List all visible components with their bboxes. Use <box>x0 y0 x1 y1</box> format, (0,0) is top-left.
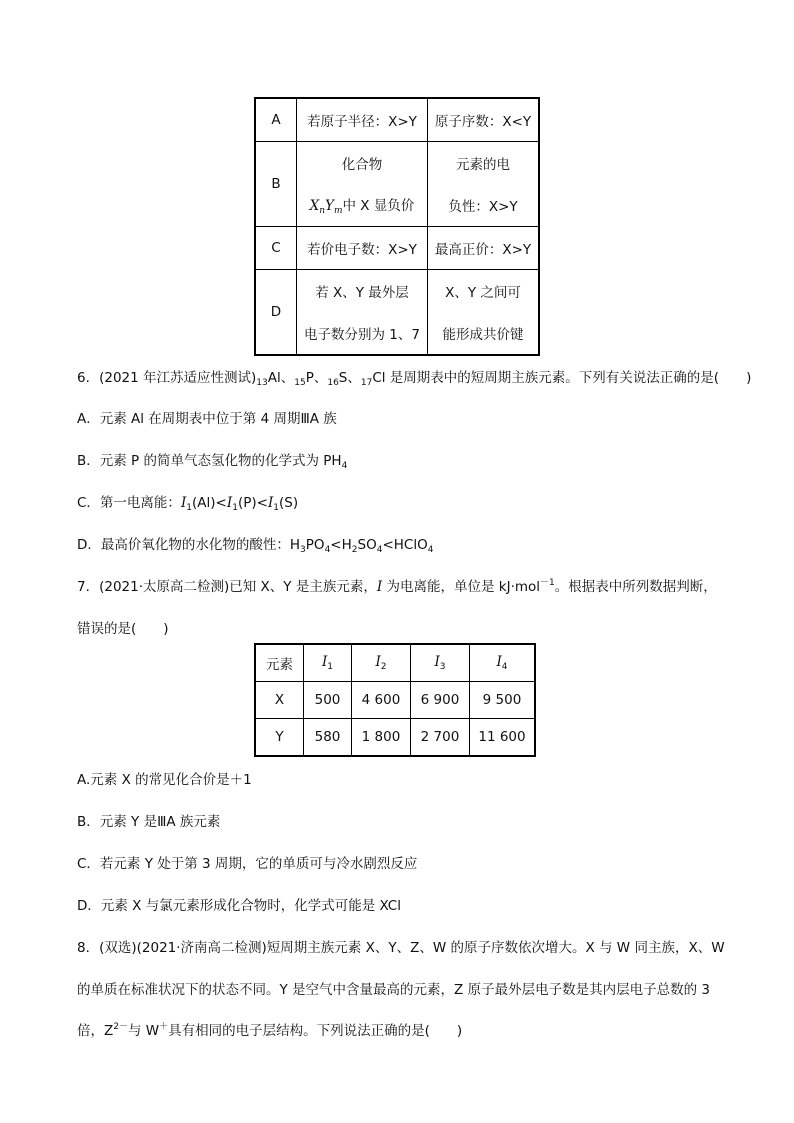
row-label: A <box>255 98 297 142</box>
question-8-stem-cont: 的单质在标准状况下的状态不同。Y 是空气中含量最高的元素，Z 原子最外层电子数是其内层电子总数的 3 <box>77 982 710 998</box>
column-header: 元素 <box>255 644 304 682</box>
question-7-stem: 7．(2021·太原高二检测)已知 X、Y 是主族元素，I 为电离能，单位是 kJ·mol$^{-1}$。根据表中所列数据判断， <box>77 578 717 595</box>
cell <box>297 142 428 227</box>
cell: 若原子半径：X>Y <box>297 98 428 142</box>
cell <box>428 270 540 356</box>
cell-line: 若 X、Y 最外层 <box>315 285 409 301</box>
cell-line: 化合物 <box>341 156 383 173</box>
cell-line: 能形成共价键 <box>442 327 524 343</box>
table-row <box>255 719 535 757</box>
cell: X <box>255 682 304 719</box>
row-label: C <box>255 227 297 270</box>
cell-line: 元素的电 <box>456 157 510 173</box>
question-7-stem-cont: 错误的是( ) <box>77 621 169 637</box>
cell: 9 500 <box>470 682 536 719</box>
column-header: $I_3$ <box>411 644 470 682</box>
cell: 若价电子数：X>Y <box>297 227 428 270</box>
table-row <box>255 270 539 356</box>
table-row <box>255 682 535 719</box>
question-8-stem: 8．(双选)(2021·济南高二检测)短周期主族元素 X、Y、Z、W 的原子序数依次增大。X 与 W 同主族，X、W <box>77 940 725 956</box>
cell: 4 600 <box>352 682 411 719</box>
cell: 1 800 <box>352 719 411 757</box>
question-8-stem-cont2: 倍，$Z^{2-}$与 W＋具有相同的电子层结构。下列说法正确的是( ) <box>77 1022 463 1039</box>
cell-line: 负性：X>Y <box>448 199 518 215</box>
cell: 500 <box>304 682 352 719</box>
question-7-option-c: C．若元素 Y 处于第 3 周期，它的单质可与冷水剧烈反应 <box>77 856 418 872</box>
cell <box>428 142 540 227</box>
question-6-option-a: A．元素 Al 在周期表中位于第 4 周期ⅢA 族 <box>77 411 337 427</box>
question-7-option-d: D．元素 X 与氯元素形成化合物时，化学式可能是 XCl <box>77 898 401 914</box>
cell-line: X、Y 之间可 <box>445 285 521 301</box>
question-6-option-b: B．元素 P 的简单气态氢化物的化学式为 $PH_4$ <box>77 453 348 471</box>
question-6-option-d: D．最高价氧化物的水化物的酸性：$H_3PO_4<H_2SO_4<HClO_4$ <box>77 537 434 555</box>
cell: Y <box>255 719 304 757</box>
question-6-option-c: C．第一电离能：$I_1(Al)<I_1(P)<I_1(S)$ <box>77 495 299 513</box>
column-header: $I_4$ <box>470 644 536 682</box>
table-row <box>255 227 539 270</box>
question-7-option-a: A.元素 X 的常见化合价是＋1 <box>77 772 252 788</box>
row-label: D <box>255 270 297 356</box>
cell: 6 900 <box>411 682 470 719</box>
cell <box>297 270 428 356</box>
table-header-row <box>255 644 535 682</box>
question-7-option-b: B．元素 Y 是ⅢA 族元素 <box>77 814 221 830</box>
row-label: B <box>255 142 297 227</box>
cell: 2 700 <box>411 719 470 757</box>
cell: 原子序数：X<Y <box>428 98 540 142</box>
ionization-energy-table <box>254 643 536 757</box>
question-6-stem: 6．(2021 年江苏适应性测试)$_{13}Al$、$_{15}$P、$_{16}$S、$_{17}$Cl 是周期表中的短周期主族元素。下列有关说法正确的是( ) <box>77 370 752 388</box>
cell: 11 600 <box>470 719 536 757</box>
table-row <box>255 98 539 142</box>
cell: 最高正价：X>Y <box>428 227 540 270</box>
column-header: $I_1$ <box>304 644 352 682</box>
cell-line: 电子数分别为 1、7 <box>304 327 420 343</box>
column-header: $I_2$ <box>352 644 411 682</box>
cell-line: $X_nY_m$中 X 显负价 <box>309 197 415 216</box>
table-row <box>255 142 539 227</box>
options-table <box>254 97 540 356</box>
cell: 580 <box>304 719 352 757</box>
